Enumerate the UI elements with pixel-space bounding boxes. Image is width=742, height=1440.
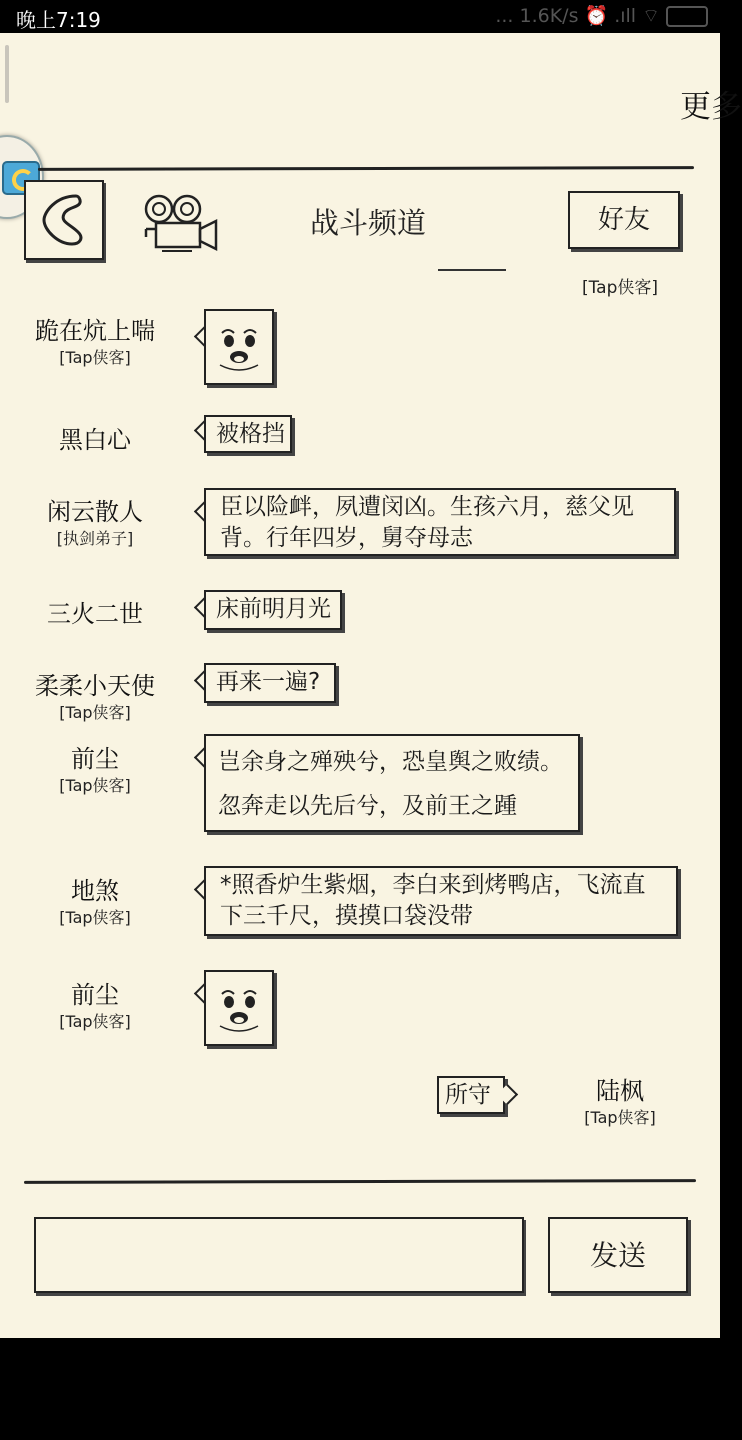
input-divider: [24, 1179, 696, 1184]
sender-tag: [执剑弟子]: [56, 529, 134, 548]
navigation-bar-area: [0, 1338, 720, 1440]
chat-message-7: [0, 980, 190, 1034]
chat-message-8: [560, 1076, 680, 1130]
message-bubble: [204, 866, 678, 936]
more-link[interactable]: 更多: [680, 89, 742, 125]
sender-tag: [Tap侠客]: [59, 1012, 131, 1031]
camera-icon[interactable]: [142, 191, 220, 257]
chat-message-4: [0, 671, 190, 725]
scroll-indicator: [5, 45, 9, 103]
chat-message-6: [0, 876, 190, 930]
sender-name[interactable]: 柔柔小天使: [35, 672, 155, 700]
chat-message-5: [0, 744, 190, 798]
status-indicators: [495, 4, 708, 28]
face-emoji-icon: [214, 317, 264, 377]
header-divider: [38, 166, 694, 171]
sender-tag: [Tap侠客]: [59, 776, 131, 795]
message-bubble: [204, 488, 676, 556]
status-time: 晚上7:19: [16, 8, 101, 32]
sender-name[interactable]: 闲云散人: [47, 498, 143, 526]
sender-name[interactable]: 前尘: [71, 745, 119, 773]
message-line: 背。行年四岁，舅夺母志: [220, 525, 473, 551]
back-button[interactable]: [24, 180, 104, 260]
sender-name[interactable]: 三火二世: [47, 600, 143, 628]
message-bubble: [204, 663, 336, 703]
chat-message-1: [0, 425, 190, 455]
message-bubble: [437, 1076, 505, 1114]
channel-title: 战斗频道: [309, 206, 426, 240]
sender-name[interactable]: 前尘: [71, 981, 119, 1009]
message-line: 下三千尺，摸摸口袋没带: [220, 903, 473, 929]
sender-tag: [Tap侠客]: [59, 348, 131, 367]
message-text: 床前明月光: [216, 596, 331, 622]
chat-message-3: [0, 599, 190, 629]
send-button[interactable]: 发送: [548, 1217, 688, 1293]
game-chat-screen: [0, 33, 742, 1338]
sender-tag: [Tap侠客]: [584, 1108, 656, 1127]
message-line: 臣以险衅，夙遭闵凶。生孩六月，慈父见: [220, 494, 634, 520]
message-bubble: [204, 590, 342, 630]
face-emoji-bubble: [204, 970, 274, 1046]
chat-message-2: [0, 497, 190, 551]
back-arrow-icon: [26, 182, 102, 258]
chat-message-0: [0, 316, 190, 370]
face-emoji-bubble: [204, 309, 274, 385]
sender-tag: [Tap侠客]: [59, 703, 131, 722]
message-line: 忽奔走以先后兮，及前王之踵: [218, 793, 517, 819]
user-tag: [Tap侠客]: [581, 278, 659, 298]
chat-input[interactable]: [34, 1217, 524, 1293]
face-emoji-icon: [214, 978, 264, 1038]
sender-tag: [Tap侠客]: [59, 908, 131, 927]
message-bubble: [204, 734, 580, 832]
message-text: 被格挡: [216, 421, 285, 447]
status-bar: [0, 0, 720, 33]
battery-icon: [666, 6, 708, 27]
sender-name[interactable]: 黑白心: [59, 426, 131, 454]
friends-button[interactable]: 好友: [568, 191, 680, 249]
message-line: 岂余身之殚殃兮，恐皇舆之败绩。: [218, 749, 563, 775]
message-text: 所守: [445, 1082, 491, 1108]
sender-name[interactable]: 陆枫: [596, 1077, 644, 1105]
tab-indicator: [438, 269, 506, 271]
sender-name[interactable]: 地煞: [71, 877, 119, 905]
message-bubble: [204, 415, 292, 453]
message-line: *照香炉生紫烟，李白来到烤鸭店，飞流直: [220, 872, 646, 898]
sender-name[interactable]: 跪在炕上喘: [35, 317, 155, 345]
message-text: 再来一遍?: [216, 669, 321, 695]
status-network-text: ... 1.6K/s ⏰ .ıll ⌔: [495, 5, 660, 27]
